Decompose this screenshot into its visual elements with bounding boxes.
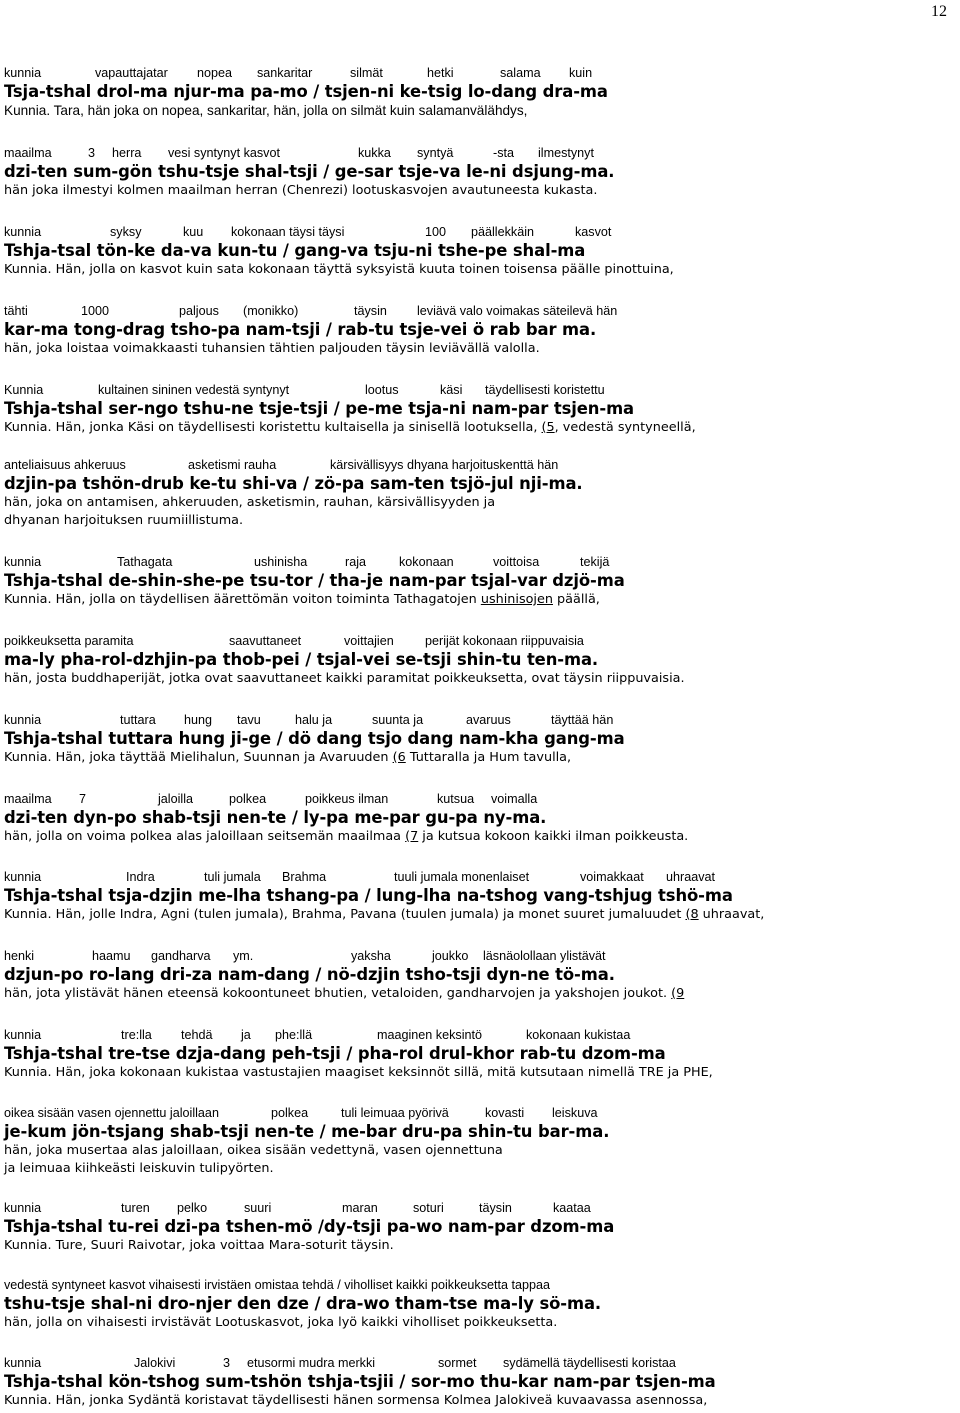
gloss-word: kokonaan kukistaa: [526, 1028, 631, 1042]
gloss-word: tehdä: [181, 1028, 213, 1042]
gloss-word: Indra: [126, 870, 155, 884]
translation-line: [4, 591, 954, 609]
gloss-word: kunnia: [4, 1201, 42, 1215]
tibetan-line: Tshja-tshal kön-tshog sum-tshön tshja-tsjii / sor-mo thu-kar nam-par tsjen-ma: [4, 1372, 716, 1391]
gloss-word: vapauttajatar: [95, 66, 168, 80]
gloss-word: tuttara: [120, 713, 156, 727]
gloss-word: täysin: [479, 1201, 512, 1215]
translation-line: hän, joka loistaa voimakkaasti tuhansien tähtien paljouden täysin leviävällä valolla.: [4, 341, 540, 356]
translation-line: hän, joka musertaa alas jaloillaan, oikea sisään vedettynä, vasen ojennettuna: [4, 1143, 503, 1158]
footnote-ref[interactable]: (6: [392, 750, 406, 765]
gloss-word: tuli jumala: [204, 870, 261, 884]
footnote-ref[interactable]: (7: [405, 829, 419, 844]
translation-line: Kunnia. Ture, Suuri Raivotar, joka voittaa Mara-soturit täysin.: [4, 1238, 394, 1253]
gloss-word: sormet: [438, 1356, 477, 1370]
gloss-word: phe:llä: [275, 1028, 313, 1042]
verse-15: [4, 1201, 954, 1255]
gloss-word: ym.: [233, 949, 254, 963]
translation-line: [4, 985, 954, 1003]
tibetan-line: dzjin-pa tshön-drub ke-tu shi-va / zö-pa sam-ten tsjö-jul nji-ma.: [4, 474, 583, 493]
translation-text: hän, jolla on voima polkea alas jaloillaan seitsemän maailmaa: [4, 829, 406, 844]
translation-text: , vedestä syntyneellä,: [554, 420, 696, 435]
verse-14: [4, 1106, 954, 1178]
tibetan-line: Tshja-tshal tsja-dzjin me-lha tshang-pa / lung-lha na-tshog vang-tshjug tshö-ma: [4, 886, 733, 905]
gloss-word: syksy: [110, 225, 142, 239]
gloss-word: kunnia: [4, 225, 42, 239]
translation-text: päällä,: [552, 592, 600, 607]
gloss-line: [4, 792, 954, 808]
verse-13: [4, 1028, 954, 1082]
gloss-word: lootus: [365, 383, 399, 397]
gloss-word: silmät: [350, 66, 383, 80]
tibetan-line: je-kum jön-tsjang shab-tsji nen-te / me-bar dru-pa shin-tu bar-ma.: [4, 1122, 610, 1141]
gloss-word: raja: [345, 555, 366, 569]
tibetan-line: Tsja-tshal drol-ma njur-ma pa-mo / tsjen-ni ke-tsig lo-dang dra-ma: [4, 82, 608, 101]
gloss-word: tuli leimuaa pyörivä: [341, 1106, 449, 1120]
gloss-word: nopea: [197, 66, 233, 80]
gloss-word: anteliaisuus ahkeruus: [4, 458, 126, 472]
page-number: 12: [931, 3, 947, 20]
verse-4: [4, 304, 954, 358]
gloss-word: täyttää hän: [551, 713, 614, 727]
translation-text: Kunnia. Hän, jolla on täydellisen äärettömän voiton toiminta Tathagatojen: [4, 592, 481, 607]
gloss-word: maaginen keksintö: [377, 1028, 483, 1042]
gloss-word: hung: [184, 713, 213, 727]
gloss-word: kärsivällisyys dhyana harjoituskenttä hän: [330, 458, 559, 472]
gloss-line: [4, 225, 954, 241]
translation-line: hän, josta buddhaperijät, jotka ovat saavuttaneet kaikki paramitat poikkeuksetta, ovat täysin riippuvaisia.: [4, 671, 685, 686]
gloss-word: Brahma: [282, 870, 327, 884]
gloss-word: päällekkäin: [471, 225, 535, 239]
gloss-word: halu ja: [295, 713, 333, 727]
gloss-line: [4, 870, 954, 886]
gloss-word: haamu: [92, 949, 131, 963]
translation-line: [4, 906, 954, 924]
gloss-word: Tathagata: [117, 555, 173, 569]
verse-3: [4, 225, 954, 279]
gloss-word: kunnia: [4, 713, 42, 727]
gloss-word: täydellisesti koristettu: [485, 383, 605, 397]
gloss-line: [4, 146, 954, 162]
verse-1: [4, 66, 954, 120]
gloss-word: kokonaan täysi täysi: [231, 225, 345, 239]
gloss-word: käsi: [440, 383, 463, 397]
gloss-word: yaksha: [351, 949, 391, 963]
gloss-word: voimalla: [491, 792, 538, 806]
gloss-word: ja: [241, 1028, 251, 1042]
translation-text: hän, jota ylistävät hänen eteensä kokoontuneet bhutien, vetaloiden, gandharvojen ja yakshojen joukot.: [4, 986, 672, 1001]
verse-17: [4, 1356, 954, 1410]
gloss-word: saavuttaneet: [229, 634, 302, 648]
gloss-word: 3: [223, 1356, 231, 1370]
verse-2: [4, 146, 954, 200]
gloss-word: jaloilla: [158, 792, 194, 806]
gloss-word: perijät kokonaan riippuvaisia: [425, 634, 584, 648]
translation-text: Tuttaralla ja Hum tavulla,: [405, 750, 572, 765]
verse-5: [4, 383, 954, 437]
translation-line: Kunnia. Hän, jonka Sydäntä koristavat täydellisesti hänen sormensa Kolmea Jalokiveä kuvaavassa asennossa,: [4, 1393, 708, 1408]
translation-line: ja leimuaa kiihkeästi leiskuvin tulipyörten.: [4, 1161, 274, 1176]
tibetan-line: Tshja-tsal tön-ke da-va kun-tu / gang-va tsju-ni tshe-pe shal-ma: [4, 241, 586, 260]
gloss-line: [4, 634, 954, 650]
translation-line: [4, 749, 954, 767]
translation-line: hän, jolla on vihaisesti irvistävät Lootuskasvot, joka lyö kaikki viholliset poikkeuksetta.: [4, 1315, 558, 1330]
tibetan-line: Tshja-tshal tu-rei dzi-pa tshen-mö /dy-tsji pa-wo nam-par dzom-ma: [4, 1217, 615, 1236]
translation-line: [4, 419, 954, 437]
gloss-word: voittoisa: [493, 555, 540, 569]
gloss-word: uhraavat: [666, 870, 716, 884]
gloss-word: tähti: [4, 304, 28, 318]
gloss-word: kokonaan: [399, 555, 454, 569]
translation-text: Kunnia. Hän, jonka Käsi on täydellisesti koristettu kultaisella ja sinisellä lootuksella,: [4, 420, 542, 435]
gloss-word: sankaritar: [257, 66, 313, 80]
gloss-word: leviävä valo voimakas säteilevä hän: [417, 304, 618, 318]
gloss-word: kuu: [183, 225, 204, 239]
tibetan-line: Tshja-tshal de-shin-she-pe tsu-tor / tha-je nam-par tsjal-var dzjö-ma: [4, 571, 625, 590]
gloss-word: polkea: [229, 792, 267, 806]
gloss-word: avaruus: [466, 713, 511, 727]
gloss-word: Kunnia: [4, 383, 44, 397]
gloss-word: leiskuva: [552, 1106, 598, 1120]
gloss-word: Jalokivi: [134, 1356, 176, 1370]
gloss-word: paljous: [179, 304, 219, 318]
gloss-word: vesi syntynyt kasvot: [168, 146, 280, 160]
verse-6: [4, 458, 954, 530]
verse-8: [4, 634, 954, 688]
verse-11: [4, 870, 954, 924]
gloss-line: [4, 383, 954, 399]
translation-text: Kunnia. Hän, jolle Indra, Agni (tulen jumala), Brahma, Pavana (tuulen jumala) ja monet suuret jumaluudet: [4, 907, 686, 922]
gloss-line: [4, 1106, 954, 1122]
translation-line: hän joka ilmestyi kolmen maailman herran (Chenrezi) lootuskasvojen avautuneesta kukasta.: [4, 183, 598, 198]
gloss-word: gandharva: [151, 949, 211, 963]
gloss-word: kukka: [358, 146, 391, 160]
gloss-word: 7: [79, 792, 87, 806]
translation-text: uhraavat,: [698, 907, 765, 922]
gloss-word: kunnia: [4, 1356, 42, 1370]
tibetan-line: Tshja-tshal tre-tse dzja-dang peh-tsji / pha-rol drul-khor rab-tu dzom-ma: [4, 1044, 666, 1063]
gloss-word: kunnia: [4, 555, 42, 569]
gloss-word: polkea: [271, 1106, 309, 1120]
translation-line: hän, joka on antamisen, ahkeruuden, asketismin, rauhan, kärsivällisyyden ja: [4, 495, 496, 510]
verse-10: [4, 792, 954, 846]
gloss-word: kunnia: [4, 1028, 42, 1042]
gloss-word: salama: [500, 66, 541, 80]
gloss-word: kaataa: [553, 1201, 591, 1215]
tibetan-line: ma-ly pha-rol-dzhjin-pa thob-pei / tsjal-vei se-tsji shin-tu ten-ma.: [4, 650, 599, 669]
gloss-line: [4, 713, 954, 729]
verse-16: [4, 1278, 954, 1332]
gloss-line: [4, 1201, 954, 1217]
gloss-word: 3: [88, 146, 96, 160]
tibetan-line: dzi-ten sum-gön tshu-tsje shal-tsji / ge-sar tsje-va le-ni dsjung-ma.: [4, 162, 615, 181]
tibetan-line: kar-ma tong-drag tsho-pa nam-tsji / rab-tu tsje-vei ö rab bar ma.: [4, 320, 597, 339]
gloss-word: suunta ja: [372, 713, 424, 727]
gloss-word: sydämellä täydellisesti koristaa: [503, 1356, 676, 1370]
gloss-word: tuuli jumala monenlaiset: [394, 870, 530, 884]
tibetan-line: Tshja-tshal tuttara hung ji-ge / dö dang tsjo dang nam-kha gang-ma: [4, 729, 625, 748]
gloss-word: kunnia: [4, 66, 42, 80]
footnote-ref[interactable]: (9: [671, 986, 685, 1001]
gloss-word: herra: [112, 146, 142, 160]
gloss-word: soturi: [413, 1201, 444, 1215]
gloss-line: [4, 66, 954, 82]
tibetan-line: dzi-ten dyn-po shab-tsji nen-te / ly-pa me-par gu-pa ny-ma.: [4, 808, 547, 827]
translation-line: Kunnia. Hän, joka kokonaan kukistaa vastustajien maagiset keksinnöt sillä, mitä kutsutaan nimellä TRE ja PHE,: [4, 1065, 713, 1080]
gloss-word: hetki: [427, 66, 454, 80]
gloss-word: -sta: [493, 146, 514, 160]
gloss-word: maailma: [4, 792, 52, 806]
gloss-word: pelko: [177, 1201, 208, 1215]
gloss-line: [4, 949, 954, 965]
term-link[interactable]: ushinisojen: [480, 592, 553, 607]
gloss-word: kunnia: [4, 870, 42, 884]
gloss-word: (monikko): [243, 304, 299, 318]
gloss-word: oikea sisään vasen ojennettu jaloillaan: [4, 1106, 219, 1120]
gloss-word: kovasti: [485, 1106, 525, 1120]
verse-9: [4, 713, 954, 767]
footnote-ref[interactable]: (5: [541, 420, 555, 435]
gloss-word: henki: [4, 949, 35, 963]
verse-12: [4, 949, 954, 1003]
gloss-word: poikkeuksetta paramita: [4, 634, 134, 648]
verse-7: [4, 555, 954, 609]
translation-line: Kunnia. Hän, jolla on kasvot kuin sata kokonaan täyttä syksyistä kuuta toinen toisensa päälle pinottuina,: [4, 262, 674, 277]
gloss-word: turen: [121, 1201, 150, 1215]
gloss-word: maran: [342, 1201, 378, 1215]
gloss-word: joukko: [432, 949, 469, 963]
gloss-word: tavu: [237, 713, 261, 727]
gloss-word: 100: [425, 225, 447, 239]
translation-text: ja kutsua kokoon kaikki ilman poikkeusta.: [418, 829, 689, 844]
translation-line: [4, 828, 954, 846]
translation-line: Kunnia. Tara, hän joka on nopea, sankaritar, hän, jolla on silmät kuin salamanvälähdys,: [4, 103, 528, 118]
gloss-word: kultainen sininen vedestä syntynyt: [98, 383, 290, 397]
translation-line: dhyanan harjoituksen ruumiillistuma.: [4, 513, 244, 528]
gloss-word: asketismi rauha: [188, 458, 277, 472]
tibetan-line: dzjun-po ro-lang dri-za nam-dang / nö-dzjin tsho-tsji dyn-ne tö-ma.: [4, 965, 615, 984]
gloss-word: läsnäolollaan ylistävät: [483, 949, 606, 963]
gloss-word: ilmestynyt: [538, 146, 594, 160]
gloss-line: [4, 1028, 954, 1044]
gloss-word: vedestä syntyneet kasvot vihaisesti irvistäen omistaa tehdä / viholliset kaikki poikkeuksetta tappaa: [4, 1278, 551, 1292]
gloss-word: tekijä: [580, 555, 610, 569]
gloss-line: [4, 1278, 954, 1294]
gloss-word: 1000: [81, 304, 110, 318]
gloss-word: syntyä: [417, 146, 454, 160]
gloss-word: voimakkaat: [580, 870, 644, 884]
tibetan-line: Tshja-tshal ser-ngo tshu-ne tsje-tsji / pe-me tsja-ni nam-par tsjen-ma: [4, 399, 635, 418]
gloss-word: ushinisha: [254, 555, 308, 569]
gloss-word: etusormi mudra merkki: [247, 1356, 376, 1370]
gloss-line: [4, 304, 954, 320]
gloss-word: kasvot: [575, 225, 612, 239]
gloss-line: [4, 458, 954, 474]
gloss-word: maailma: [4, 146, 52, 160]
gloss-word: kuin: [569, 66, 593, 80]
translation-text: Kunnia. Hän, joka täyttää Mielihalun, Suunnan ja Avaruuden: [4, 750, 393, 765]
gloss-line: [4, 1356, 954, 1372]
gloss-line: [4, 555, 954, 571]
gloss-word: suuri: [244, 1201, 272, 1215]
tibetan-line: tshu-tsje shal-ni dro-njer den dze / dra-wo tham-tse ma-ly sö-ma.: [4, 1294, 602, 1313]
gloss-word: kutsua: [437, 792, 475, 806]
footnote-ref[interactable]: (8: [685, 907, 699, 922]
gloss-word: täysin: [354, 304, 387, 318]
gloss-word: tre:lla: [121, 1028, 152, 1042]
gloss-word: poikkeus ilman: [305, 792, 389, 806]
gloss-word: voittajien: [344, 634, 394, 648]
